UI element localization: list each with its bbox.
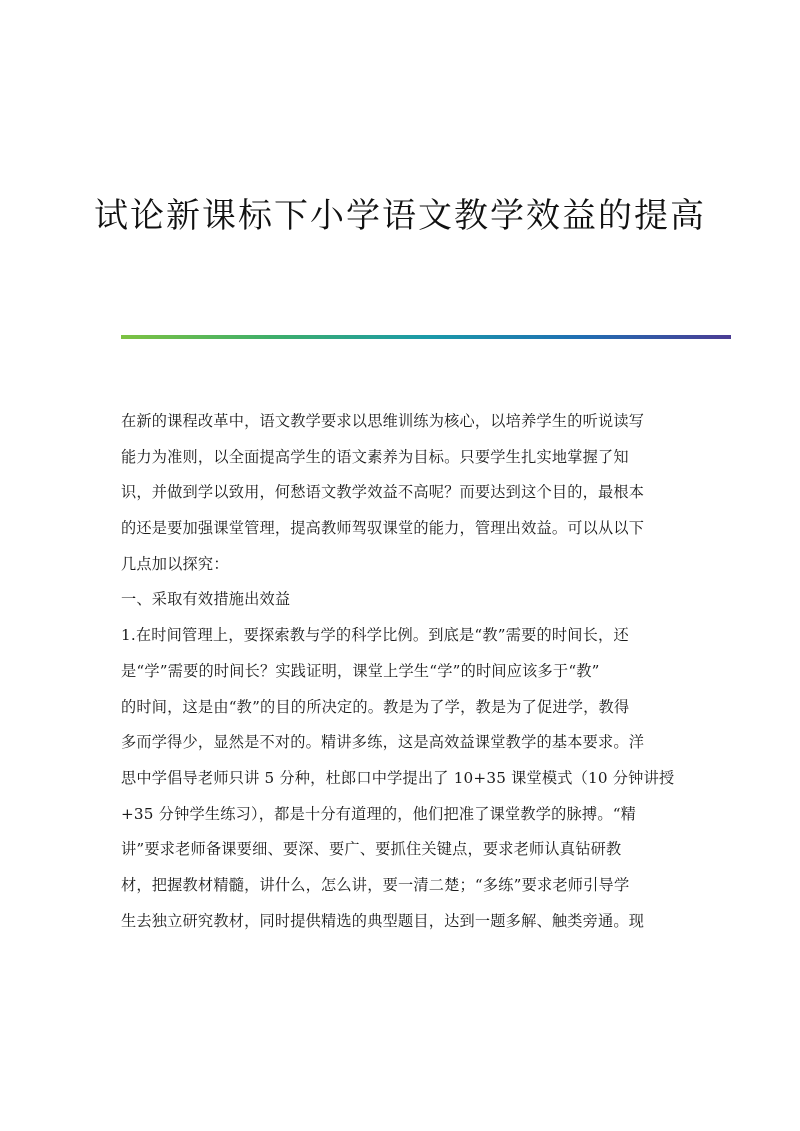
- title-divider-rule: [121, 335, 731, 339]
- document-body: [121, 404, 681, 939]
- paragraph-line: 讲”要求老师备课要细、要深、要广、要抓住关键点，要求老师认真钻研教: [121, 840, 622, 859]
- paragraph-line: 识，并做到学以致用，何愁语文教学效益不高呢？而要达到这个目的，最根本: [121, 483, 645, 502]
- paragraph-line: 思中学倡导老师只讲 5 分种，杜郎口中学提出了 10+35 课堂模式（10 分钟讲授: [121, 768, 675, 787]
- intro-paragraph: [121, 404, 681, 582]
- document-title: 试论新课标下小学语文教学效益的提高: [94, 196, 706, 236]
- paragraph-line: 几点加以探究：: [121, 554, 229, 573]
- paragraph-line: 能力为准则，以全面提高学生的语文素养为目标。只要学生扎实地掌握了知: [121, 447, 629, 466]
- paragraph-line: 生去独立研究教材，同时提供精选的典型题目，达到一题多解、触类旁通。现: [121, 911, 645, 930]
- paragraph-line: 的时间，这是由“教”的目的所决定的。教是为了学，教是为了促进学，教得: [121, 697, 630, 716]
- time-management-paragraph: [121, 618, 681, 939]
- section-heading: 一、采取有效措施出效益: [121, 590, 291, 609]
- paragraph-line: 的还是要加强课堂管理，提高教师驾驭课堂的能力，管理出效益。可以从以下: [121, 519, 645, 538]
- paragraph-line: 多而学得少，显然是不对的。精讲多练，这是高效益课堂教学的基本要求。洋: [121, 733, 645, 752]
- paragraph-line: +35 分钟学生练习），都是十分有道理的，他们把准了课堂教学的脉搏。“精: [121, 804, 637, 823]
- paragraph-line: 材，把握教材精髓，讲什么，怎么讲，要一清二楚；“多练”要求老师引导学: [121, 875, 630, 894]
- paragraph-line: 1.在时间管理上，要探索教与学的科学比例。到底是“教”需要的时间长，还: [121, 626, 629, 645]
- paragraph-line: 在新的课程改革中，语文教学要求以思维训练为核心，以培养学生的听说读写: [121, 412, 645, 430]
- paragraph-line: 是“学”需要的时间长？实践证明，课堂上学生“学”的时间应该多于“教”: [121, 661, 600, 680]
